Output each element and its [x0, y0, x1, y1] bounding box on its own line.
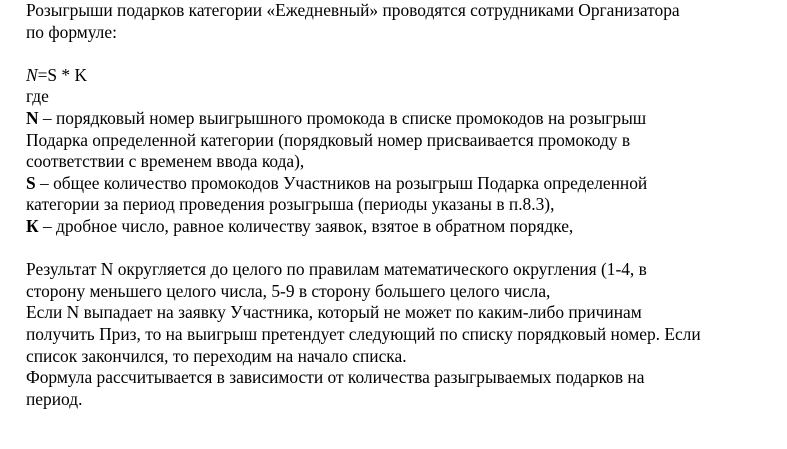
intro-line-1: Розыгрыши подарков категории «Ежедневный» проводятся сотрудниками Организатора — [26, 0, 680, 20]
definition-n-text: – порядковый номер выигрышного промокода в списке промокодов на розыгрыш — [38, 107, 647, 128]
fallback-rule-line-1: Если N выпадает на заявку Участника, который не может по каким-либо причинам — [26, 302, 642, 323]
intro-line-2: по формуле: — [26, 21, 117, 42]
definition-n-line-1 — [26, 108, 781, 130]
calculation-rule-line-1: Формула рассчитывается в зависимости от количества разыгрываемых подарков на — [26, 367, 645, 388]
definition-s-term: S — [26, 172, 36, 193]
formula — [26, 65, 781, 87]
definition-k-text: – дробное число, равное количеству заявок, взятое в обратном порядке, — [38, 215, 574, 236]
definition-s-text: – общее количество промокодов Участников на розыгрыш Подарка определенной — [35, 172, 648, 193]
fallback-rule-line-3: список закончился, то переходим на начало списка. — [26, 345, 407, 366]
rounding-rule-line-1: Результат N округляется до целого по правилам математического округления (1-4, в — [26, 259, 647, 280]
formula-expression: =S * K — [37, 64, 88, 85]
blank-line — [26, 238, 781, 260]
calculation-rule-line-2: период. — [26, 388, 83, 409]
definition-n-line-2: Подарка определенной категории (порядковый номер присваивается промокоду в — [26, 129, 631, 150]
definition-n-line-3: соответствии с временем ввода кода), — [26, 151, 305, 172]
blank-line — [26, 43, 781, 65]
document-body — [26, 0, 781, 410]
rounding-rule-line-2: сторону меньшего целого числа, 5-9 в сторону большего целого числа, — [26, 280, 551, 301]
definition-s-line-1 — [26, 173, 781, 195]
definition-n-term: N — [26, 107, 39, 128]
definition-k-line-1 — [26, 216, 781, 238]
where-label: где — [26, 86, 49, 107]
fallback-rule-line-2: получить Приз, то на выигрыш претендует следующий по списку порядковый номер. Если — [26, 323, 701, 344]
formula-variable-n: N — [26, 64, 38, 85]
definition-s-line-2: категории за период проведения розыгрыша (периоды указаны в п.8.3), — [26, 194, 555, 215]
definition-k-term: К — [26, 215, 39, 236]
